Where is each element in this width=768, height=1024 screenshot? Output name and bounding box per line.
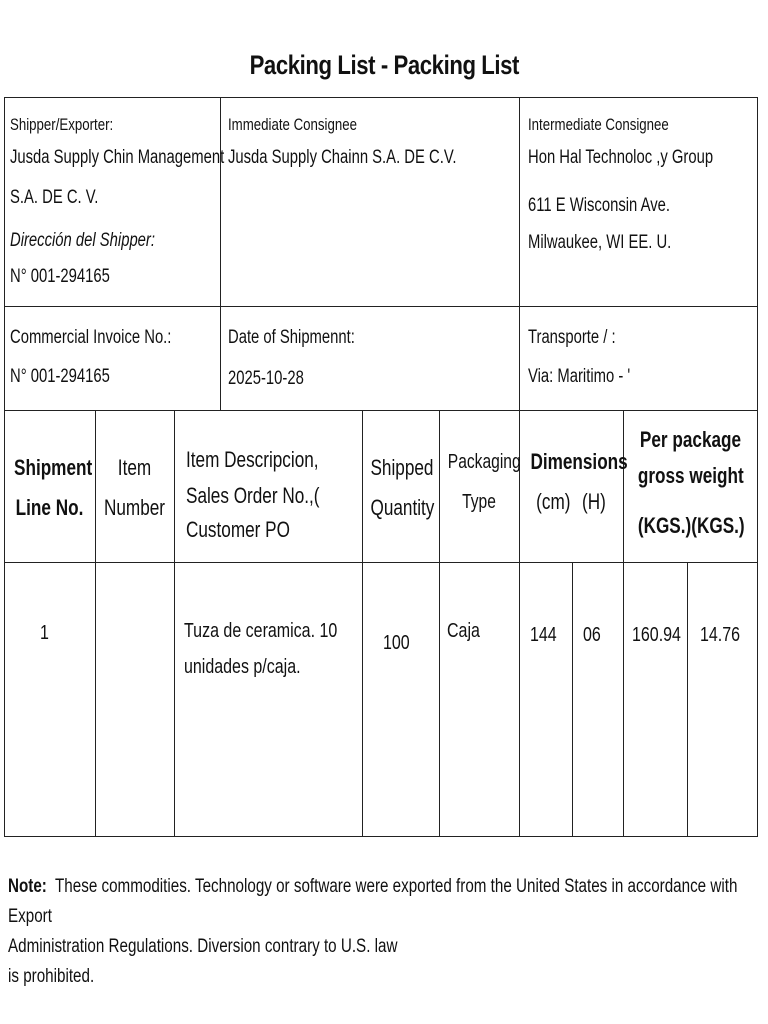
intermediate-consignee-city: Milwaukee, WI EE. U.	[528, 232, 672, 253]
header-weight-kgs-2: (KGS.)	[691, 513, 745, 538]
note-line-3: is prohibited.	[8, 966, 95, 987]
immediate-consignee-name: Jusda Supply Chainn S.A. DE C.V.	[228, 147, 457, 168]
shipper-name-cont: S.A. DE C. V.	[10, 187, 99, 208]
header-shipped-qty: Shipped Quantity	[370, 455, 435, 520]
cell-dim-cm: 144	[530, 624, 557, 646]
document-title: Packing List - Packing List	[249, 50, 519, 80]
header-gross-weight: Per package gross weight (KGS.) (KGS.)	[638, 422, 743, 544]
header-description: Item Descripcion, Sales Order No.,( Customer PO	[186, 447, 320, 542]
transport-value: Via: Maritimo - '	[528, 366, 631, 387]
cell-line-no: 1	[40, 622, 49, 644]
header-dimensions: Dimensions (cm) (H)	[530, 442, 611, 522]
cell-packaging: Caja	[447, 620, 480, 642]
immediate-consignee-label: Immediate Consignee	[228, 115, 357, 134]
intermediate-consignee-name: Hon Hal Technoloc ,y Group	[528, 147, 714, 168]
table-col-divider	[623, 410, 624, 837]
header-weight-kgs-1: (KGS.)	[637, 513, 692, 538]
invoice-number: N° 001-294165	[10, 366, 110, 387]
export-note	[8, 872, 752, 992]
note-line-1: These commodities. Technology or software were exported from the United States in accordance with Export	[8, 876, 738, 927]
shipper-number: N° 001-294165	[10, 266, 110, 287]
cell-dim-h: 06	[583, 624, 601, 646]
grid-divider	[4, 306, 758, 307]
table-col-divider	[687, 562, 688, 837]
table-col-divider	[439, 410, 440, 837]
table-col-divider	[174, 410, 175, 837]
cell-weight-2: 14.76	[700, 624, 741, 646]
invoice-label: Commercial Invoice No.:	[10, 327, 172, 348]
note-line-2: Administration Regulations. Diversion contrary to U.S. law	[8, 936, 398, 957]
table-col-divider	[95, 410, 96, 837]
header-line-no: Shipment Line No.	[14, 455, 93, 520]
shipment-date-label: Date of Shipmennt:	[228, 327, 355, 348]
header-dim-h: (H)	[581, 489, 606, 514]
grid-divider	[220, 97, 221, 411]
shipper-address-label: Dirección del Shipper:	[10, 230, 155, 251]
header-dim-cm: (cm)	[536, 489, 571, 514]
grid-divider	[519, 97, 520, 411]
table-col-divider	[519, 410, 520, 837]
cell-description-1: Tuza de ceramica. 10	[184, 620, 338, 642]
transport-label: Transporte / :	[528, 327, 616, 348]
shipper-label: Shipper/Exporter:	[10, 115, 114, 134]
shipment-date-value: 2025-10-28	[228, 368, 304, 389]
table-col-divider	[572, 562, 573, 837]
cell-description-2: unidades p/caja.	[184, 656, 301, 678]
cell-weight-1: 160.94	[632, 624, 681, 646]
intermediate-consignee-street: 611 E Wisconsin Ave.	[528, 195, 670, 216]
intermediate-consignee-label: Intermediate Consignee	[528, 115, 669, 134]
table-col-divider	[362, 410, 363, 837]
table-header-divider	[4, 562, 758, 563]
header-item-number: Item Number	[103, 455, 166, 520]
header-packaging-type: Packaging Type	[447, 451, 521, 513]
header-info-grid	[4, 97, 758, 411]
note-label: Note:	[8, 876, 47, 897]
shipper-name: Jusda Supply Chin Management	[10, 147, 225, 168]
cell-shipped-qty: 100	[383, 632, 410, 654]
